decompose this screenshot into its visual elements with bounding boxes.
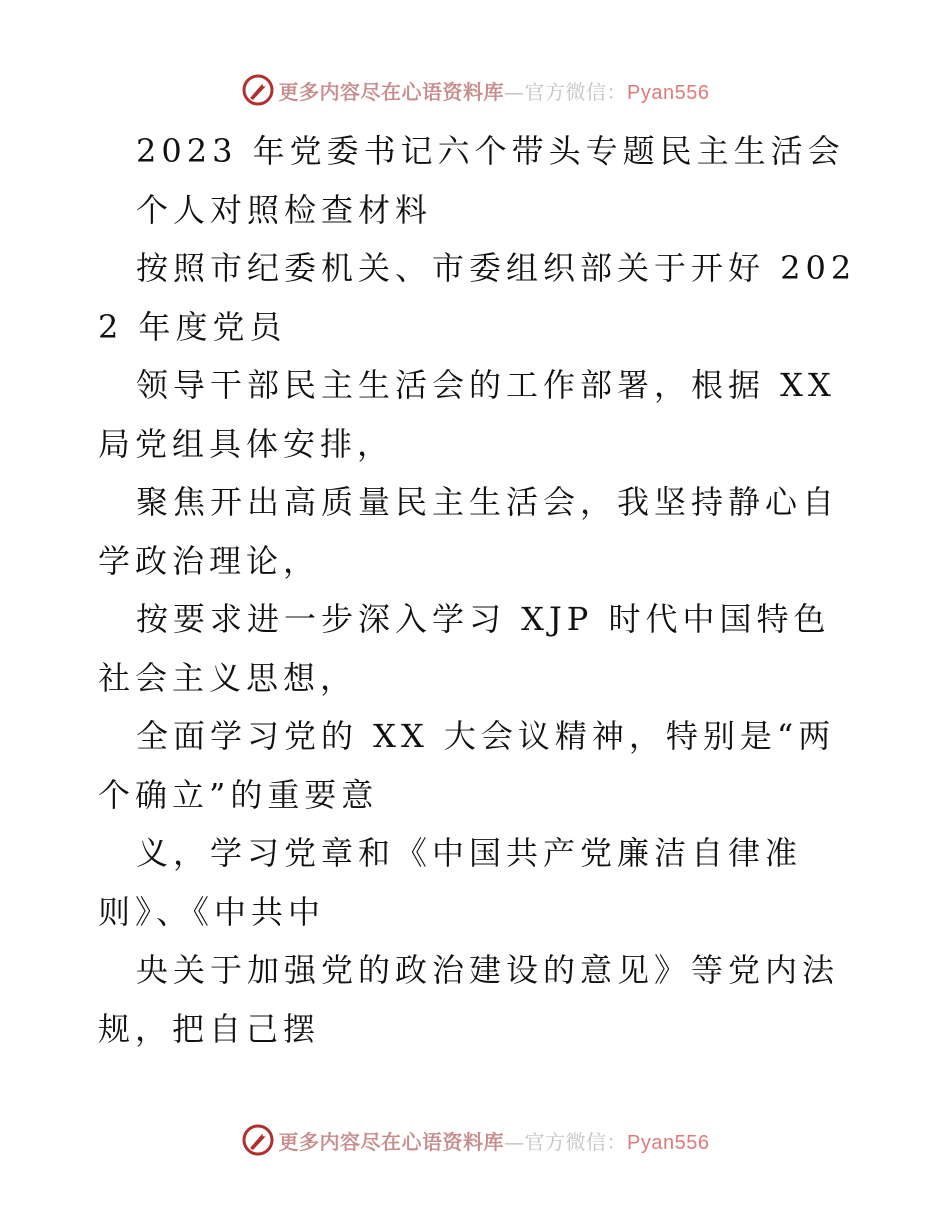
- watermark-site: 更多内容尽在心语资料库: [278, 79, 505, 104]
- body-paragraph: 义，学习党章和《中国共产党廉洁自律准则》、《中共中: [98, 834, 803, 931]
- watermark-text: [279, 76, 710, 105]
- watermark-wechat-id: Pyan556: [627, 1131, 710, 1154]
- watermark-wechat-label: 官方微信：: [524, 79, 628, 104]
- header-watermark-content: [241, 73, 710, 107]
- pen-nib-logo-icon: [241, 73, 275, 107]
- footer-watermark-content: [241, 1123, 710, 1157]
- watermark-site: 更多内容尽在心语资料库: [278, 1129, 505, 1154]
- watermark-wechat-label: 官方微信：: [524, 1129, 628, 1154]
- body-paragraph: 央关于加强党的政治建设的意见》等党内法规，把自己摆: [98, 951, 840, 1048]
- document-body: [98, 122, 858, 1058]
- header-watermark: [0, 70, 950, 110]
- document-title-line-2: 个人对照检查材料: [136, 190, 433, 229]
- body-paragraph: 按照市纪委机关、市委组织部关于开好 2022 年度党员: [98, 249, 857, 346]
- document-title-line-1: 2023 年党委书记六个带头专题民主生活会: [136, 132, 845, 170]
- watermark-wechat-id: Pyan556: [627, 81, 710, 104]
- footer-watermark: [0, 1120, 950, 1160]
- watermark-separator: —: [504, 79, 525, 104]
- pen-nib-logo-icon: [241, 1123, 275, 1157]
- body-paragraph: 按要求进一步深入学习 XJP 时代中国特色社会主义思想，: [98, 600, 831, 697]
- watermark-separator: —: [504, 1129, 525, 1154]
- body-paragraph: 领导干部民主生活会的工作部署，根据 XX 局党组具体安排，: [98, 366, 836, 463]
- watermark-text: [279, 1126, 710, 1155]
- body-paragraph: 聚焦开出高质量民主生活会，我坚持静心自学政治理论，: [98, 483, 840, 580]
- body-paragraph: 全面学习党的 XX 大会议精神，特别是“两个确立”的重要意: [98, 717, 836, 814]
